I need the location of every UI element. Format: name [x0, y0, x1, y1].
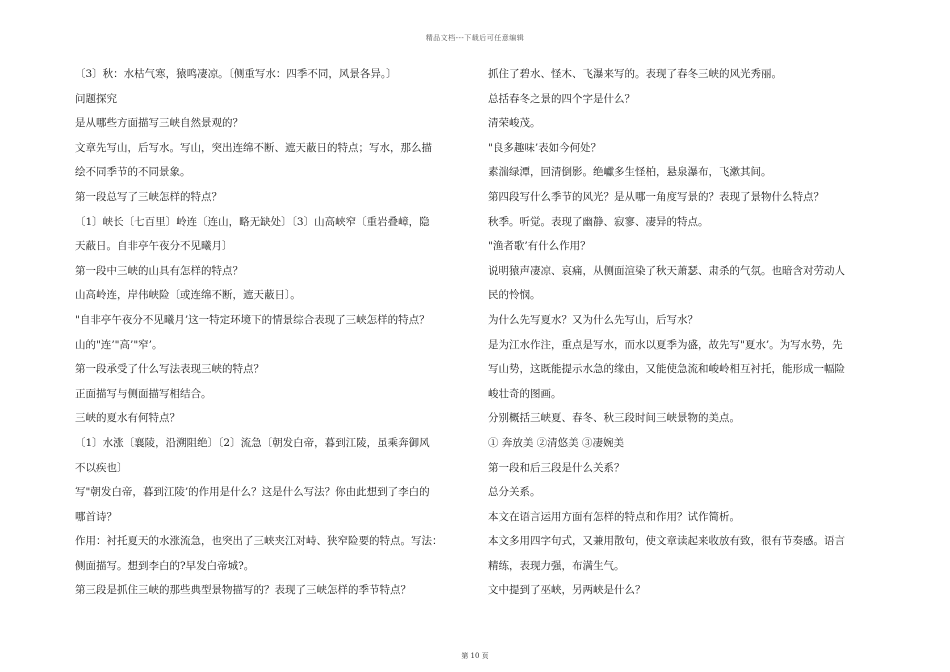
text-line: 第一段和后三段是什么关系？: [488, 461, 625, 474]
text-line: 总括春冬之景的四个字是什么？: [488, 92, 635, 105]
text-line: 侧面描写。想到李白的?早发白帝城?。: [75, 559, 255, 572]
text-line: 是从哪些方面描写三峡自然景观的？: [75, 117, 243, 130]
text-line: 总分关系。: [488, 486, 541, 499]
right-column: [488, 62, 883, 603]
text-line: 山的"连’"高’"窄’。: [75, 338, 163, 351]
text-line: 正面描写与侧面描写相结合。: [75, 387, 212, 400]
text-line: 第三段是抓住三峡的那些典型景物描写的？表现了三峡怎样的季节特点？: [75, 584, 411, 597]
text-line: 第一段承受了什么写法表现三峡的特点？: [75, 363, 264, 376]
text-line: 本文在语言运用方面有怎样的特点和作用？试作简析。: [488, 510, 740, 523]
text-line: 分别概括三峡夏、春冬、秋三段时间三峡景物的美点。: [488, 412, 740, 425]
text-line: 文中提到了巫峡，另两峡是什么？: [488, 584, 646, 597]
text-line: 绘不同季节的不同景象。: [75, 166, 191, 179]
text-line: 写山势，这既能提示水急的缘由，又能使急流和峻岭相互衬托，能形成一幅险: [488, 363, 845, 376]
text-line: 民的怜悯。: [488, 289, 541, 302]
left-column: [75, 62, 470, 603]
text-line: 说明猿声凄凉、哀痛，从侧面渲染了秋天萧瑟、肃杀的气氛。也暗含对劳动人: [488, 264, 845, 277]
text-line: 〔1〕峡长〔七百里〕岭连〔连山，略无缺处〕〔3〕山高峡窄〔重岩叠嶂，隐: [75, 215, 430, 228]
text-line: 素湍绿潭，回清倒影。绝巘多生怪柏，悬泉瀑布，飞漱其间。: [488, 166, 772, 179]
text-line: 是为江水作注，重点是写水，而水以夏季为盛，故先写"夏水’。为写水势，先: [488, 338, 843, 351]
text-line: 问题探究: [75, 92, 117, 105]
text-line: 哪首诗？: [75, 510, 117, 523]
text-line: "渔者歌’有什么作用？: [488, 240, 591, 253]
text-line: 峻壮奇的图画。: [488, 387, 562, 400]
text-line: 为什么先写夏水？又为什么先写山，后写水？: [488, 313, 698, 326]
text-line: "良多趣味’表如今何处？: [488, 141, 602, 154]
text-line: 〔3〕秋：水枯气寒，猿鸣凄凉。〔侧重写水：四季不同，风景各异。〕: [75, 68, 397, 80]
text-line: 文章先写山，后写水。写山，突出连绵不断、遮天蔽日的特点；写水，那么描: [75, 141, 432, 154]
text-line: 第四段写什么季节的风光？是从哪一角度写景的？表现了景物什么特点？: [488, 190, 824, 203]
text-line: 不以疾也〕: [75, 461, 128, 474]
text-line: 秋季。听觉。表现了幽静、寂寥、凄异的特点。: [488, 215, 709, 228]
text-line: 写"朝发白帝，暮到江陵’的作用是什么？这是什么写法？你由此想到了李白的: [75, 486, 430, 499]
text-line: 第一段总写了三峡怎样的特点？: [75, 190, 222, 203]
page-header: 精品文档---下载后可任意编辑: [425, 34, 525, 42]
text-line: 〔1〕水涨〔襄陵，沿溯阻绝〕〔2〕流急〔朝发白帝，暮到江陵，虽乘奔御风: [75, 436, 430, 449]
text-line: ① 奔放美 ②清悠美 ③凄婉美: [488, 436, 625, 449]
text-line: 清荣峻茂。: [488, 117, 541, 130]
text-line: 山高岭连，岸伟峡险〔或连绵不断，遮天蔽日〕。: [75, 289, 301, 302]
text-line: 精练，表现力强，布满生气。: [488, 559, 625, 572]
text-line: 作用：衬托夏天的水涨流急，也突出了三峡夹江对峙、狭窄险要的特点。写法：: [75, 535, 443, 548]
text-line: 第一段中三峡的山具有怎样的特点？: [75, 264, 243, 277]
text-line: 本文多用四字句式，又兼用散句，使文章读起来收放有致，很有节奏感。语言: [488, 535, 845, 548]
text-line: "自非亭午夜分不见曦月’这一特定环境下的情景综合表现了三峡怎样的特点？: [75, 313, 430, 326]
text-line: 三峡的夏水有何特点？: [75, 412, 180, 425]
text-line: 天蔽日。自非亭午夜分不见曦月〕: [75, 240, 233, 253]
page-number: 第 10 页: [461, 652, 489, 660]
text-line: 抓住了碧水、怪木、飞瀑来写的。表现了春冬三峡的风光秀丽。: [488, 68, 782, 80]
